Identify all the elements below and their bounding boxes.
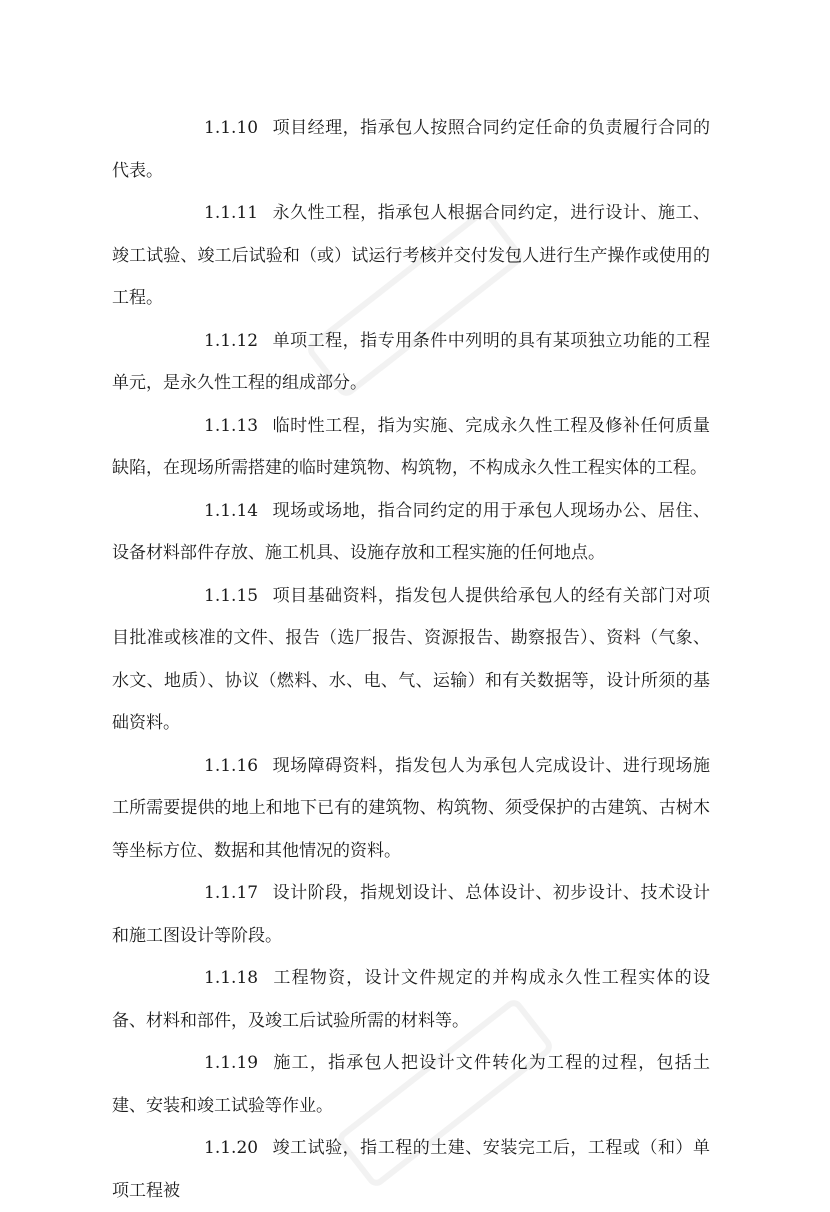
clause-text: 永久性工程，指承包人根据合同约定，进行设计、施工、竣工试验、竣工后试验和（或）试运行考核并交付发包人进行生产操作或使用的工程。 [112, 203, 710, 308]
clause-1-1-12 [112, 320, 710, 405]
clause-text: 现场障碍资料，指发包人为承包人完成设计、进行现场施工所需要提供的地上和地下已有的建筑物、构筑物、须受保护的古建筑、古树木等坐标方位、数据和其他情况的资料。 [112, 755, 710, 861]
clause-number: 1.1.19 [204, 1053, 259, 1073]
clause-text: 设计阶段，指规划设计、总体设计、初步设计、技术设计和施工图设计等阶段。 [112, 883, 710, 946]
clause-number: 1.1.17 [204, 883, 259, 903]
clause-number: 1.1.15 [204, 585, 259, 606]
clause-text: 项目基础资料，指发包人提供给承包人的经有关部门对项目批准或核准的文件、报告（选厂报告、资源报告、勘察报告）、资料（气象、水文、地质）、协议（燃料、水、电、气、运输）和有关数据等，设计所须的基础资料。 [112, 585, 710, 733]
clause-number: 1.1.18 [204, 968, 259, 988]
clause-number: 1.1.14 [204, 500, 259, 521]
clause-text: 竣工试验，指工程的土建、安装完工后，工程或（和）单项工程被 [112, 1138, 710, 1201]
clause-text: 项目经理，指承包人按照合同约定任命的负责履行合同的代表。 [112, 118, 710, 181]
clause-number: 1.1.16 [204, 755, 259, 776]
clause-text: 工程物资，设计文件规定的并构成永久性工程实体的设备、材料和部件，及竣工后试验所需的材料等。 [112, 968, 710, 1031]
clause-number: 1.1.10 [204, 118, 259, 138]
clause-1-1-17 [112, 872, 710, 957]
clause-1-1-13 [112, 405, 710, 490]
clause-1-1-19 [112, 1042, 710, 1127]
clause-number: 1.1.11 [204, 203, 259, 223]
clause-text: 单项工程，指专用条件中列明的具有某项独立功能的工程单元，是永久性工程的组成部分。 [112, 330, 710, 393]
clause-text: 临时性工程，指为实施、完成永久性工程及修补任何质量缺陷，在现场所需搭建的临时建筑物、构筑物，不构成永久性工程实体的工程。 [112, 415, 710, 478]
clause-number: 1.1.20 [204, 1138, 259, 1158]
clause-1-1-14 [112, 490, 710, 575]
clause-number: 1.1.12 [204, 330, 259, 351]
clause-number: 1.1.13 [204, 415, 259, 436]
clause-text: 施工，指承包人把设计文件转化为工程的过程，包括土建、安装和竣工试验等作业。 [112, 1053, 710, 1116]
clause-1-1-15 [112, 575, 710, 745]
document-body [112, 107, 710, 1212]
clause-1-1-20 [112, 1127, 710, 1212]
clause-text: 现场或场地，指合同约定的用于承包人现场办公、居住、设备材料部件存放、施工机具、设施存放和工程实施的任何地点。 [112, 500, 710, 563]
clause-1-1-11 [112, 192, 710, 320]
clause-1-1-16 [112, 745, 710, 873]
clause-1-1-18 [112, 957, 710, 1042]
clause-1-1-10 [112, 107, 710, 192]
